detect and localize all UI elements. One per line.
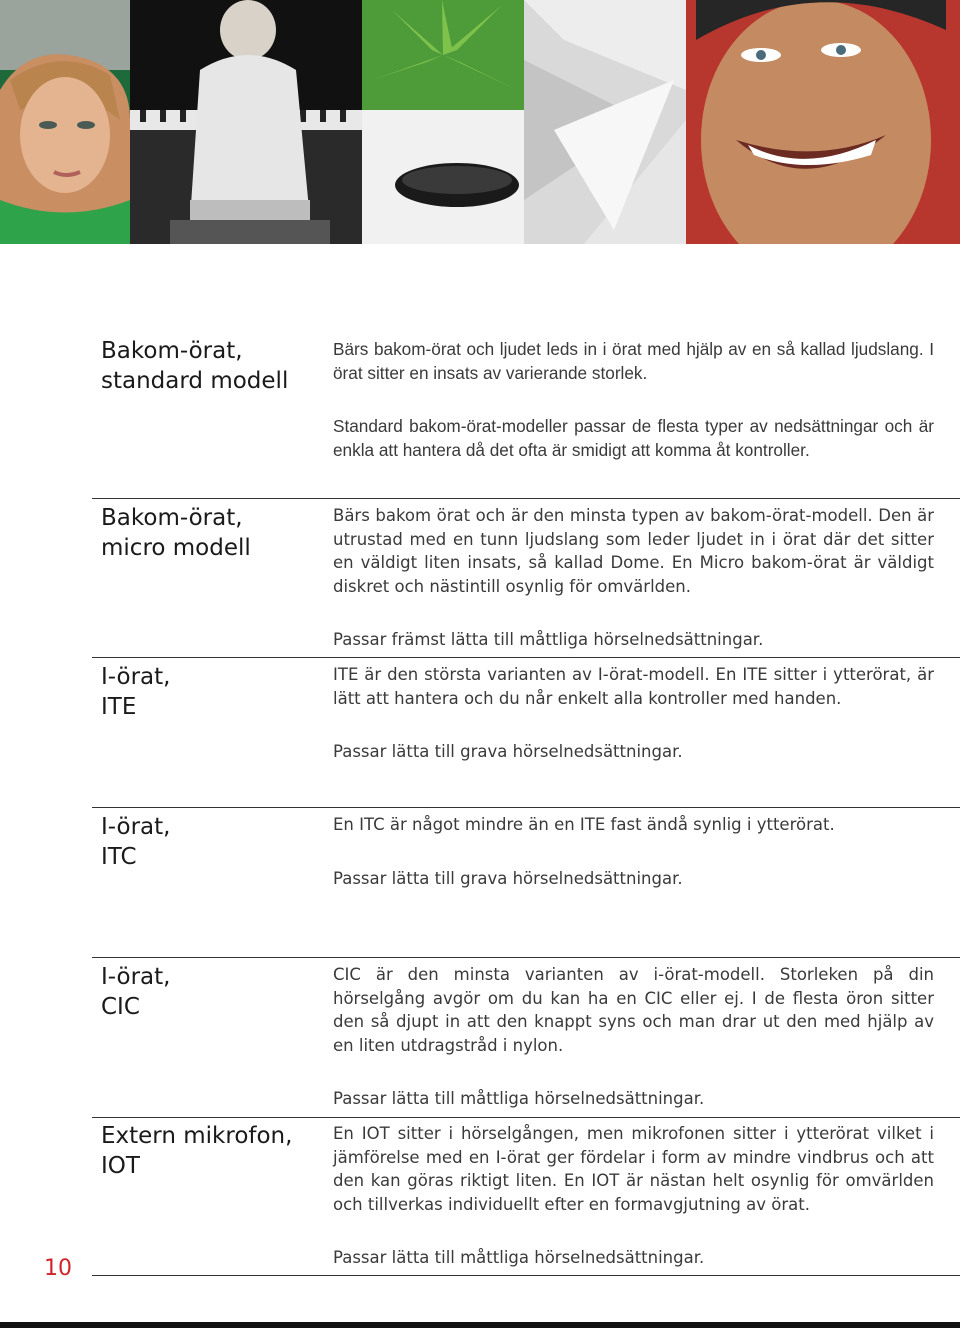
heading-line: I-örat, — [101, 964, 171, 990]
paragraph: Bärs bakom-örat och ljudet leds in i örat med hjälp av en så kallad ljudslang. I örat sitter en insats av varierande storlek. — [333, 339, 934, 383]
divider — [92, 1117, 960, 1118]
section-heading — [101, 336, 321, 396]
section-body — [333, 963, 934, 1111]
divider — [92, 498, 960, 499]
heading-line: Bakom-örat, — [101, 505, 243, 531]
section-heading — [101, 812, 321, 872]
section-heading — [101, 1121, 321, 1181]
section-body — [333, 1122, 934, 1270]
paragraph: ITE är den största varianten av I-örat-modell. En ITE sitter i ytterörat, är lätt att hantera och du når enkelt alla kontroller med handen. — [333, 665, 934, 708]
woman-face-photo — [0, 0, 130, 244]
section-body — [333, 813, 934, 890]
section-body — [333, 663, 934, 764]
succulent-hearing-aid-photo — [362, 0, 524, 244]
heading-line: standard modell — [101, 368, 289, 394]
paragraph: Passar främst lätta till måttliga hörselnedsättningar. — [333, 630, 764, 649]
heading-line: micro modell — [101, 535, 251, 561]
photo-strip — [0, 0, 960, 244]
heading-line: I-örat, — [101, 664, 171, 690]
heading-line: I-örat, — [101, 814, 171, 840]
page-number: 10 — [44, 1256, 72, 1281]
divider — [92, 957, 960, 958]
paragraph: Bärs bakom örat och är den minsta typen av bakom-örat-modell. Den är utrustad med en tunn ljudslang som leder ljudet in i örat där det sitter en väldigt liten insats, så kallad Dome. En Micro bakom-örat är väldigt diskret och nästintill osynlig för omvärlden. — [333, 506, 934, 596]
heading-line: CIC — [101, 994, 140, 1020]
paragraph: Passar lätta till måttliga hörselnedsättningar. — [333, 1089, 705, 1108]
section-body — [333, 338, 934, 462]
section-heading — [101, 962, 321, 1022]
paper-folds-photo — [524, 0, 686, 244]
paragraph: En ITC är något mindre än en ITE fast ändå synlig i ytterörat. — [333, 815, 835, 834]
paragraph: Passar lätta till grava hörselnedsättningar. — [333, 742, 683, 761]
divider — [92, 657, 960, 658]
footer-divider — [92, 1275, 960, 1276]
heading-line: IOT — [101, 1153, 140, 1179]
heading-line: ITE — [101, 694, 137, 720]
piano-player-photo — [130, 0, 362, 244]
section-heading — [101, 662, 321, 722]
paragraph: Standard bakom-örat-modeller passar de flesta typer av nedsättningar och är enkla att hantera då det ofta är smidigt att komma åt kontroller. — [333, 416, 934, 460]
paragraph: Passar lätta till måttliga hörselnedsättningar. — [333, 1248, 705, 1267]
smiling-man-photo — [686, 0, 960, 244]
heading-line: Extern mikrofon, — [101, 1123, 293, 1149]
paragraph: En IOT sitter i hörselgången, men mikrofonen sitter i ytterörat vilket i jämförelse med en I-örat ger fördelar i form av mindre vindbrus och att den kan göras riktigt liten. En IOT är nästan helt osynlig för omvärlden och tillverkas individuellt efter en formavgjutning av örat. — [333, 1124, 934, 1214]
heading-line: Bakom-örat, — [101, 338, 243, 364]
paragraph: CIC är den minsta varianten av i-örat-modell. Storleken på din hörselgång avgör om du kan ha en CIC eller ej. I de flesta öron sitter den så djupt in att den knappt syns och man drar ut den med hjälp av en liten utdragstråd i nylon. — [333, 965, 934, 1055]
heading-line: ITC — [101, 844, 137, 870]
section-body — [333, 504, 934, 652]
paragraph: Passar lätta till grava hörselnedsättningar. — [333, 868, 683, 888]
section-heading — [101, 503, 321, 563]
bottom-bar — [0, 1322, 960, 1328]
divider — [92, 807, 960, 808]
